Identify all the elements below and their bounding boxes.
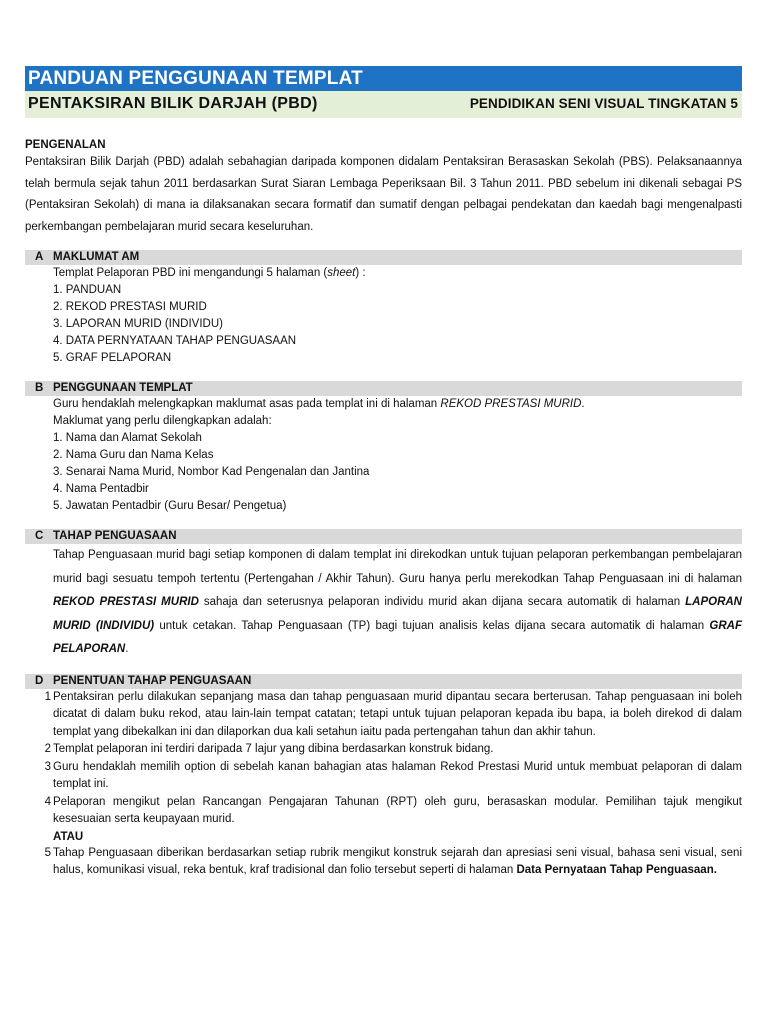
document-title-banner: PANDUAN PENGGUNAAN TEMPLAT — [25, 66, 742, 91]
list-item: 4 Pelaporan mengikut pelan Rancangan Pengajaran Tahunan (RPT) oleh guru, berasaskan modular. Pemilihan tajuk mengikut kesesuaian serta keupayaan murid. ATAU — [25, 794, 742, 845]
list-item: 1 Pentaksiran perlu dilakukan sepanjang masa dan tahap penguasaan murid dipantau secara berterusan. Tahap penguasaan ini boleh dicatat di dalam buku rekod, atau lain-lain tempat catatan; tetapi untuk tujuan pelaporan kepada ibu bapa, ia boleh direkod di dalam templat yang dibekalkan ini dan dilaporkan dua kali setahun iaitu pada pertengahan tahun dan akhir tahun. — [25, 689, 742, 742]
list-item-number: 2 — [44, 743, 51, 755]
intro-paragraph: Pentaksiran Bilik Darjah (PBD) adalah sebahagian daripada komponen didalam Pentaksiran Berasaskan Sekolah (PBS). Pelaksanaannya telah bermula sejak tahun 2011 berdasarkan Surat Siaran Lembaga Peperiksaan Bil. 3 Tahun 2011. PBD sebelum ini dikenali sebagai PS (Pentaksiran Sekolah) di mana ia dilaksanakan secara formatif dan sumatif dengan pelbagai pendekatan dan kaedah bagi mengenalpasti perkembangan pembelajaran murid secara keseluruhan. — [25, 156, 742, 233]
section-d-title: PENENTUAN TAHAP PENGUASAAN — [53, 674, 252, 687]
list-item: 5. GRAF PELAPORAN — [53, 352, 172, 364]
list-item: 2. Nama Guru dan Nama Kelas — [53, 449, 214, 461]
list-item: 3. LAPORAN MURID (INDIVIDU) — [53, 318, 223, 330]
list-item-number: 1 — [44, 690, 51, 703]
list-item: 4. DATA PERNYATAAN TAHAP PENGUASAAN — [53, 335, 297, 347]
list-item: 2 Templat pelaporan ini terdiri daripada 7 lajur yang dibina berdasarkan konstruk bidang. — [25, 741, 742, 759]
list-item: 5 Tahap Penguasaan diberikan berdasarkan setiap rubrik mengikut konstruk sejarah dan apresiasi seni visual, bahasa seni visual, seni halus, komunikasi visual, reka bentuk, kraf tradisional dan folio tersebut seperti di halaman Data Pernyataan Tahap Penguasaan. — [25, 845, 742, 880]
subtitle-left: PENTAKSIRAN BILIK DARJAH (PBD) — [28, 95, 318, 112]
section-c-title: TAHAP PENGUASAAN — [53, 530, 177, 542]
list-item-emphasis: Data Pernyataan Tahap Penguasaan. — [516, 864, 717, 876]
section-c-header — [25, 529, 742, 544]
section-c-emphasis-2: LAPORAN MURID (INDIVIDU) — [53, 596, 742, 632]
section-d-header — [25, 674, 742, 689]
section-d-letter: D — [35, 674, 44, 687]
section-b-lead2: Maklumat yang perlu dilengkapkan adalah: — [53, 415, 272, 427]
list-item: 3. Senarai Nama Murid, Nombor Kad Pengenalan dan Jantina — [53, 466, 370, 478]
section-b-body — [25, 396, 742, 515]
section-c-letter: C — [35, 530, 44, 542]
section-b-header — [25, 381, 742, 396]
list-item: 4. Nama Pentadbir — [53, 483, 149, 495]
list-item-number: 3 — [44, 760, 51, 773]
list-item: 5. Jawatan Pentadbir (Guru Besar/ Pengetua) — [53, 500, 287, 512]
subtitle-right: PENDIDIKAN SENI VISUAL TINGKATAN 5 — [469, 96, 738, 111]
section-c-emphasis-3: GRAF PELAPORAN — [53, 619, 742, 655]
list-item-alternative: ATAU — [53, 830, 84, 843]
section-c-emphasis-1: REKOD PRESTASI MURID — [53, 596, 199, 608]
list-item-number: 5 — [44, 846, 51, 859]
subtitle-bar — [25, 91, 742, 118]
section-a-body — [25, 265, 742, 367]
list-item: 1. Nama dan Alamat Sekolah — [53, 432, 202, 444]
list-item: 2. REKOD PRESTASI MURID — [53, 301, 207, 313]
section-d-list — [25, 689, 742, 880]
section-a-header — [25, 250, 742, 265]
section-b-lead: Guru hendaklah melengkapkan maklumat asas pada templat ini di halaman REKOD PRESTASI MURID. — [53, 398, 585, 410]
section-a-lead: Templat Pelaporan PBD ini mengandungi 5 halaman (sheet) : — [53, 267, 366, 279]
list-item: 3 Guru hendaklah memilih option di sebelah kanan bahagian atas halaman Rekod Prestasi Murid untuk membuat pelaporan di dalam templat ini. — [25, 759, 742, 794]
section-a-letter: A — [35, 251, 44, 263]
intro-heading: PENGENALAN — [25, 139, 106, 151]
document-content — [25, 138, 742, 880]
list-item: 1. PANDUAN — [53, 284, 122, 296]
section-b-letter: B — [35, 382, 44, 394]
list-item-number: 4 — [44, 795, 51, 808]
section-c-paragraph: Tahap Penguasaan murid bagi setiap komponen di dalam templat ini direkodkan untuk tujuan pelaporan perkembangan pembelajaran murid bagi sesuatu tempoh tertentu (Pertengahan / Akhir Tahun). Guru hanya perlu merekodkan Tahap Penguasaan ini di halaman REKOD PRESTASI MURID sahaja dan seterusnya pelaporan individu murid akan dijana secara automatik di halaman LAPORAN MURID (INDIVIDU) untuk cetakan. Tahap Penguasaan (TP) bagi tujuan analisis kelas dijana secara automatik di halaman GRAF PELAPORAN. — [53, 549, 742, 655]
section-a-title: MAKLUMAT AM — [53, 251, 140, 263]
section-b-title: PENGGUNAAN TEMPLAT — [53, 382, 193, 394]
